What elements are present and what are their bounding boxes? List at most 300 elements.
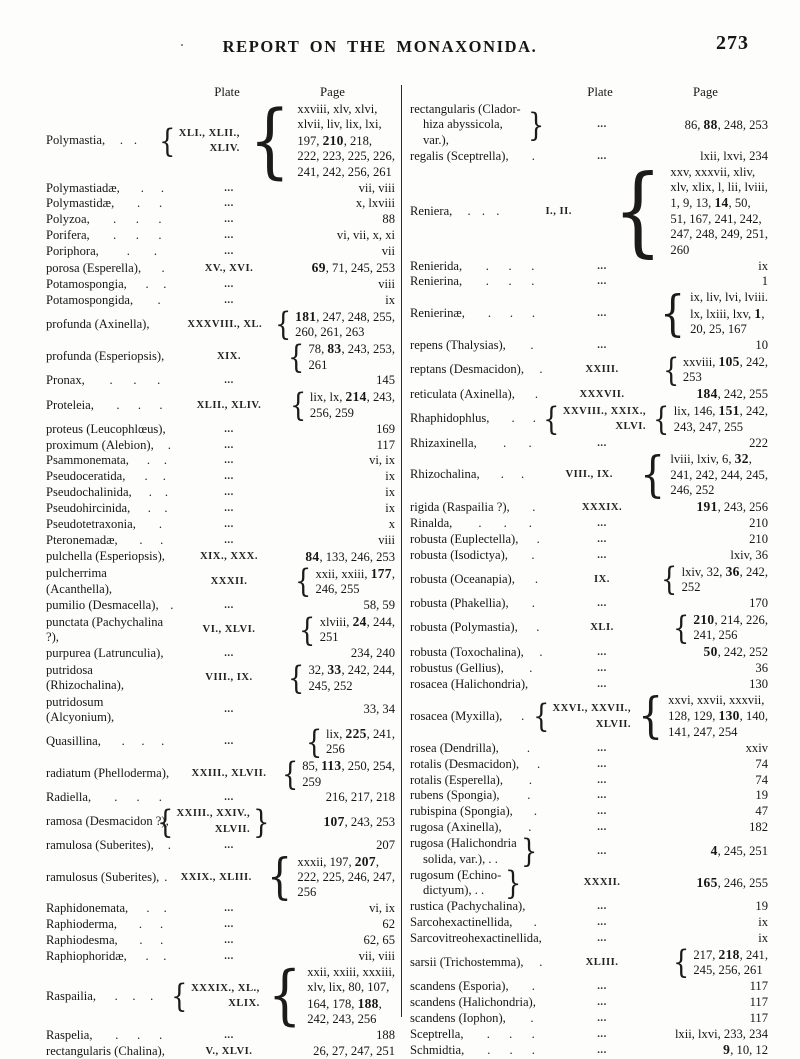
entry-name	[410, 467, 545, 482]
page-numbers: xxii, xxiii, xxxiii, xlv, lix, 80, 107, 164, 178, 188, 242, 243, 256	[307, 964, 395, 1027]
entry-row	[410, 386, 768, 402]
plate-numerals: IX.	[594, 573, 610, 585]
entry-name	[46, 766, 185, 781]
entry-name	[46, 398, 185, 413]
page-number: 273	[716, 32, 749, 54]
entry-name	[46, 501, 185, 516]
leader-dot: .	[511, 411, 515, 426]
entry-row	[410, 102, 768, 148]
leader-dot: .	[534, 571, 539, 586]
leader-dot: .	[139, 532, 143, 547]
plate-numerals: ...	[597, 806, 607, 818]
entry-plate	[185, 196, 273, 211]
page-numbers: ix, liv, lvi, lviii. lx, lxiii, lxv, 1, 20, 25, 167	[690, 290, 768, 337]
entry-pages	[277, 501, 395, 516]
entry-plate	[185, 549, 273, 564]
page-numbers: 210	[749, 531, 768, 546]
entry-plate	[558, 436, 646, 451]
entry-name	[46, 598, 185, 613]
entry-name-text: Sarcohexactinellida,	[410, 914, 513, 929]
entry-plate	[185, 533, 273, 548]
plate-numerals: ...	[597, 790, 607, 802]
plate-numerals: V., XLVI.	[205, 1045, 253, 1057]
entry-name	[46, 933, 185, 948]
leader-dot: .	[119, 133, 124, 148]
plate-numerals: ...	[597, 340, 607, 352]
entry-name	[46, 870, 172, 885]
plate-numerals: ...	[224, 903, 234, 915]
entry-pages	[277, 517, 395, 532]
entry-name	[46, 422, 185, 437]
leader-dots	[140, 517, 181, 532]
entry-row	[410, 1011, 768, 1026]
leader-dots	[94, 228, 181, 243]
entry-plate	[558, 677, 646, 692]
entry-pages	[650, 399, 768, 438]
entry-name	[410, 915, 558, 930]
page-numbers: 86, 88, 248, 253	[684, 116, 768, 132]
leader-dots	[523, 757, 554, 772]
entry-name-text: rosacea (Myxilla),	[410, 708, 503, 723]
leader-dot: .	[139, 933, 143, 948]
entry-row	[46, 549, 395, 565]
entry-row	[46, 469, 395, 484]
page-numbers: 191, 243, 256	[696, 499, 768, 515]
entry-row	[46, 501, 395, 516]
entry-name-text: Rhaphidophlus,	[410, 411, 490, 426]
entry-name	[46, 549, 185, 564]
entry-pages	[277, 386, 395, 425]
entry-name-text: proteus (Leucophlœus),	[46, 421, 166, 436]
leader-dots	[507, 773, 554, 788]
entry-plate	[543, 399, 646, 438]
leader-dots	[145, 261, 181, 276]
entry-row	[410, 149, 768, 164]
leader-dots	[508, 661, 554, 676]
entry-name	[46, 1044, 185, 1059]
entry-name	[410, 1043, 558, 1058]
leader-dots	[118, 196, 181, 211]
entry-row	[410, 741, 768, 756]
entry-pages	[650, 741, 768, 756]
entry-name-text: robusta (Phakellia),	[410, 596, 509, 611]
leader-dot: .	[531, 596, 535, 611]
entry-row	[410, 644, 768, 660]
leader-dots	[516, 915, 554, 930]
entry-name-text: Pronax,	[46, 373, 85, 388]
page-numbers: 32, 33, 242, 244, 245, 252	[308, 662, 395, 693]
leader-dots	[124, 181, 181, 196]
entry-name	[410, 149, 558, 164]
leader-dots	[504, 788, 554, 803]
page-numbers: lxii, lxvi, 233, 234	[674, 1026, 768, 1041]
entry-name	[410, 979, 558, 994]
entry-name	[410, 620, 558, 635]
leader-dot: .	[528, 516, 532, 531]
page-numbers: 36	[755, 661, 768, 676]
entry-pages	[277, 901, 395, 916]
entry-plate	[558, 773, 646, 788]
entry-row	[410, 436, 768, 451]
plate-numerals: ...	[597, 119, 607, 131]
entry-row	[410, 548, 768, 563]
leader-dot: .	[531, 148, 535, 163]
plate-numerals: ...	[597, 822, 607, 834]
entry-pages	[277, 658, 395, 697]
entry-pages	[650, 608, 768, 647]
entry-plate	[185, 574, 273, 589]
leader-dots	[456, 516, 554, 531]
leader-dots	[132, 901, 181, 916]
entry-row	[410, 931, 768, 946]
entry-plate	[185, 422, 273, 437]
leader-dots	[94, 212, 181, 227]
leader-dot: .	[132, 988, 136, 1003]
page-numbers: vii, viii	[358, 949, 395, 964]
curly-brace: {	[156, 802, 174, 841]
page-numbers: ix	[758, 258, 768, 273]
plate-numerals: ...	[224, 455, 234, 467]
page-column-header: Page	[693, 84, 718, 99]
entry-name	[410, 387, 558, 402]
curly-brace: {	[543, 399, 560, 438]
entry-row	[46, 212, 395, 227]
leader-dot: .	[158, 517, 163, 532]
entry-name-text: Potamospongia,	[46, 276, 127, 291]
entry-name-text: ramosa (Desmacidon ?),	[46, 814, 169, 829]
leader-dots	[122, 933, 181, 948]
entry-name	[46, 438, 185, 453]
entry-pages	[650, 843, 768, 859]
plate-numerals: ...	[224, 487, 234, 499]
leader-dot: .	[113, 212, 117, 227]
entry-name	[410, 548, 558, 563]
entry-pages	[650, 560, 768, 599]
entry-name-text: rustica (Pachychalina),	[410, 898, 526, 913]
plate-numerals: ...	[597, 549, 607, 561]
leader-dot: .	[135, 212, 139, 227]
leader-dots	[89, 373, 181, 388]
entry-pages	[277, 196, 395, 211]
entry-name-text: reptans (Desmacidon),	[410, 362, 525, 377]
plate-numerals: XXXVII.	[579, 388, 625, 400]
entry-row	[46, 1044, 395, 1059]
entry-row	[46, 838, 395, 853]
entry-name-text: putridosum (Alcyonium),	[46, 694, 115, 724]
entry-name	[410, 338, 558, 353]
entry-row	[410, 516, 768, 531]
entry-plate	[185, 949, 273, 964]
leader-dot: .	[161, 734, 165, 749]
entry-name	[410, 500, 558, 515]
entry-name-text: Raspailia,	[46, 988, 97, 1003]
page-numbers: 181, 247, 248, 255, 260, 261, 263	[295, 308, 395, 340]
leader-dots	[456, 204, 510, 219]
entry-name-text: Raphiodesma,	[46, 933, 118, 948]
page-numbers: 84, 133, 246, 253	[305, 548, 395, 564]
leader-dots	[100, 989, 168, 1004]
page-numbers: 145	[376, 373, 395, 388]
leader-dot: .	[508, 258, 512, 273]
entry-pages	[277, 610, 395, 649]
plate-numerals: XLIII.	[585, 956, 619, 968]
entry-name-text: Renierida,	[410, 258, 463, 273]
entry-plate	[558, 788, 646, 803]
entry-plate	[558, 899, 646, 914]
plate-numerals: XXIII., XLVII.	[191, 768, 267, 780]
entry-name	[46, 533, 185, 548]
entry-name	[410, 204, 515, 219]
entry-name-text: Pseudoceratida,	[46, 469, 126, 484]
entry-list	[410, 102, 768, 1059]
leader-dot: .	[164, 501, 168, 516]
page-numbers: 62	[382, 917, 395, 932]
entry-name-text: robusta (Polymastia),	[410, 620, 518, 635]
entry-name	[46, 1028, 185, 1043]
entry-name	[410, 863, 558, 902]
entry-row	[410, 1042, 768, 1058]
leader-dot: .	[157, 373, 161, 388]
entry-row	[46, 754, 395, 793]
entry-name	[46, 695, 185, 726]
entry-pages	[277, 562, 395, 601]
entry-row	[46, 244, 395, 259]
entry-plate	[185, 598, 273, 613]
curly-brace: {	[289, 386, 306, 425]
entry-pages	[650, 995, 768, 1010]
entry-name	[46, 244, 185, 259]
leader-dots	[469, 306, 554, 321]
plate-numerals: XXVIII., XXIX., XLVI.	[562, 405, 646, 433]
entry-name-text: radiatum (Phelloderma),	[46, 766, 170, 781]
entry-row	[46, 438, 395, 453]
leader-dot: .	[159, 196, 163, 211]
leader-dot: .	[534, 386, 539, 401]
entry-name-text: Sceptrella,	[410, 1026, 464, 1041]
entry-name-text: ramulosa (Suberites),	[46, 837, 154, 852]
page-numbers: lviii, lxiv, 6, 32, 241, 242, 244, 245, 246, 252	[670, 451, 768, 498]
page-numbers: 74	[755, 772, 768, 787]
leader-dot: .	[521, 708, 525, 723]
entry-row	[46, 422, 395, 437]
entry-row	[410, 338, 768, 353]
entry-name	[410, 832, 558, 871]
entry-name	[410, 931, 558, 946]
entry-name-text: Proteleia,	[46, 397, 94, 412]
leader-dot: .	[509, 1026, 513, 1041]
entry-name-text: robusta (Isodictya),	[410, 547, 508, 562]
entry-row	[46, 610, 395, 649]
leader-dot: .	[163, 901, 167, 916]
page-numbers: 130	[749, 677, 768, 692]
entry-name	[46, 373, 185, 388]
entry-row	[46, 901, 395, 916]
entry-pages	[277, 533, 395, 548]
page-numbers: xxvi, xxvii, xxxvii, 128, 129, 130, 140, 141, 247, 254	[668, 693, 768, 739]
entry-plate	[558, 875, 646, 890]
entry-row	[46, 196, 395, 211]
entry-pages	[277, 260, 395, 276]
curly-brace: {	[661, 560, 678, 599]
index-column-right	[410, 84, 768, 1059]
leader-dot: .	[150, 988, 154, 1003]
entry-name-text: scandens (Halichondria),	[410, 994, 536, 1009]
entry-plate	[558, 548, 646, 563]
plate-numerals: ...	[224, 919, 234, 931]
page-numbers: 10	[755, 338, 768, 353]
page-numbers: lix, 146, 151, 242, 243, 247, 255	[673, 403, 768, 434]
curly-brace: {	[288, 337, 305, 376]
entry-name-text: proximum (Alebion),	[46, 437, 154, 452]
entry-plate	[185, 933, 273, 948]
leader-dots	[528, 362, 554, 377]
plate-numerals: ...	[597, 679, 607, 691]
entry-row	[410, 274, 768, 289]
curly-brace: {	[532, 697, 550, 736]
entry-plate	[558, 516, 646, 531]
entry-plate	[185, 766, 273, 781]
entry-name	[410, 572, 558, 587]
leader-dot: .	[158, 228, 162, 243]
leader-dot: .	[146, 901, 150, 916]
entry-pages	[277, 485, 395, 500]
entry-name	[410, 661, 558, 676]
entry-pages	[650, 350, 768, 389]
page-numbers: 117	[749, 994, 768, 1009]
entry-pages	[650, 820, 768, 835]
plate-numerals: ...	[224, 423, 234, 435]
leader-dot: .	[109, 373, 113, 388]
plate-numerals: ...	[224, 935, 234, 947]
entry-plate	[558, 915, 646, 930]
leader-dot: .	[163, 949, 167, 964]
entry-pages	[277, 212, 395, 227]
entry-name-text: regalis (Sceptrella),	[410, 148, 509, 163]
leader-dot: .	[531, 978, 535, 993]
entry-name	[410, 532, 558, 547]
leader-dot: .	[503, 435, 507, 450]
entry-name-text: Polyzoa,	[46, 212, 90, 227]
leader-dots	[517, 804, 554, 819]
entry-name-text: reticulata (Axinella),	[410, 386, 515, 401]
entry-row	[410, 773, 768, 788]
entry-name-text: Schmidtia,	[410, 1042, 465, 1057]
plate-numerals: VIII., IX.	[565, 469, 613, 481]
leader-dot: .	[532, 411, 536, 426]
entry-name	[410, 757, 558, 772]
page-numbers: xxiv	[745, 740, 768, 755]
plate-numerals: ...	[224, 736, 234, 748]
plate-numerals: ...	[597, 533, 607, 545]
plate-column-header: Plate	[214, 84, 240, 99]
page-numbers: 69, 71, 245, 253	[311, 260, 395, 276]
curly-brace: {	[660, 284, 685, 342]
entry-row	[46, 293, 395, 308]
entry-row	[410, 259, 768, 274]
plate-numerals: ...	[597, 437, 607, 449]
entry-row	[410, 788, 768, 803]
plate-numerals: ...	[597, 900, 607, 912]
entry-name	[410, 436, 558, 451]
page-numbers: 19	[755, 788, 768, 803]
page-numbers: 62, 65	[363, 933, 395, 948]
page-numbers: xxxii, 197, 207, 222, 225, 246, 247, 256	[297, 853, 395, 900]
leader-dot: .	[528, 772, 533, 787]
entry-plate	[545, 467, 633, 482]
page-numbers: 117	[749, 1010, 768, 1025]
page-numbers: vii, viii	[358, 180, 395, 195]
page-numbers: 117	[376, 437, 395, 452]
page-numbers: 85, 113, 250, 254, 259	[302, 758, 395, 789]
entry-plate	[185, 517, 273, 532]
entry-name-text: ramulosus (Suberites),	[46, 869, 160, 884]
entry-plate	[185, 277, 273, 292]
entry-name-text: Poriphora,	[46, 244, 99, 259]
plate-numerals: ...	[597, 758, 607, 770]
leader-dot: .	[533, 914, 537, 929]
entry-row	[410, 757, 768, 772]
entry-name	[46, 901, 185, 916]
page-numbers: 169	[376, 421, 395, 436]
plate-numerals: ...	[597, 1028, 607, 1040]
plate-numerals: I., II.	[545, 205, 572, 217]
entry-pages	[650, 1042, 768, 1058]
entry-name	[46, 453, 185, 468]
leader-dot: .	[487, 1042, 491, 1057]
curly-brace: }	[520, 832, 537, 871]
entry-plate	[558, 979, 646, 994]
leader-dot: .	[158, 790, 162, 805]
entry-pages	[650, 773, 768, 788]
entry-plate	[185, 622, 273, 637]
plate-numerals: ...	[224, 230, 234, 242]
leader-dots	[466, 259, 554, 274]
leader-dots	[513, 149, 554, 164]
entry-row	[46, 453, 395, 468]
entry-name-text: Pseudohircinida,	[46, 501, 131, 516]
entry-name-text: Raphiophoridæ,	[46, 949, 127, 964]
plate-numerals: ...	[597, 932, 607, 944]
curly-brace: {	[159, 121, 176, 160]
entry-name-text: rugosum (Echino- dictyum), . .	[410, 867, 502, 897]
entry-row	[46, 260, 395, 276]
plate-numerals: XIX.	[216, 351, 242, 363]
entry-plate	[558, 661, 646, 676]
scan-speck	[181, 44, 183, 46]
entry-plate	[558, 645, 646, 660]
entry-plate	[558, 274, 646, 289]
entry-row	[46, 1028, 395, 1043]
leader-dot: .	[528, 435, 532, 450]
page-numbers: 58, 59	[363, 598, 395, 613]
curly-brace: {	[612, 154, 663, 268]
page-numbers: xxviii, xlv, xlvi, xlvii, liv, lix, lxi, 197, 210, 218, 222, 223, 225, 226, 241, 242, 256, 261	[297, 102, 395, 179]
page-numbers: vi, ix	[369, 901, 395, 916]
entry-name	[46, 734, 185, 749]
leader-dot: .	[167, 837, 171, 852]
leader-dot: .	[146, 453, 150, 468]
entry-plate	[185, 349, 273, 364]
leader-dot: .	[114, 988, 118, 1003]
leader-dots	[514, 500, 554, 515]
page-numbers: 184, 242, 255	[696, 386, 768, 402]
leader-dot: .	[140, 180, 144, 195]
leader-dot: .	[114, 790, 118, 805]
entry-pages	[650, 117, 768, 133]
page-numbers: x	[388, 517, 395, 532]
entry-name-text: rotalis (Esperella),	[410, 772, 504, 787]
leader-dots	[522, 532, 554, 547]
